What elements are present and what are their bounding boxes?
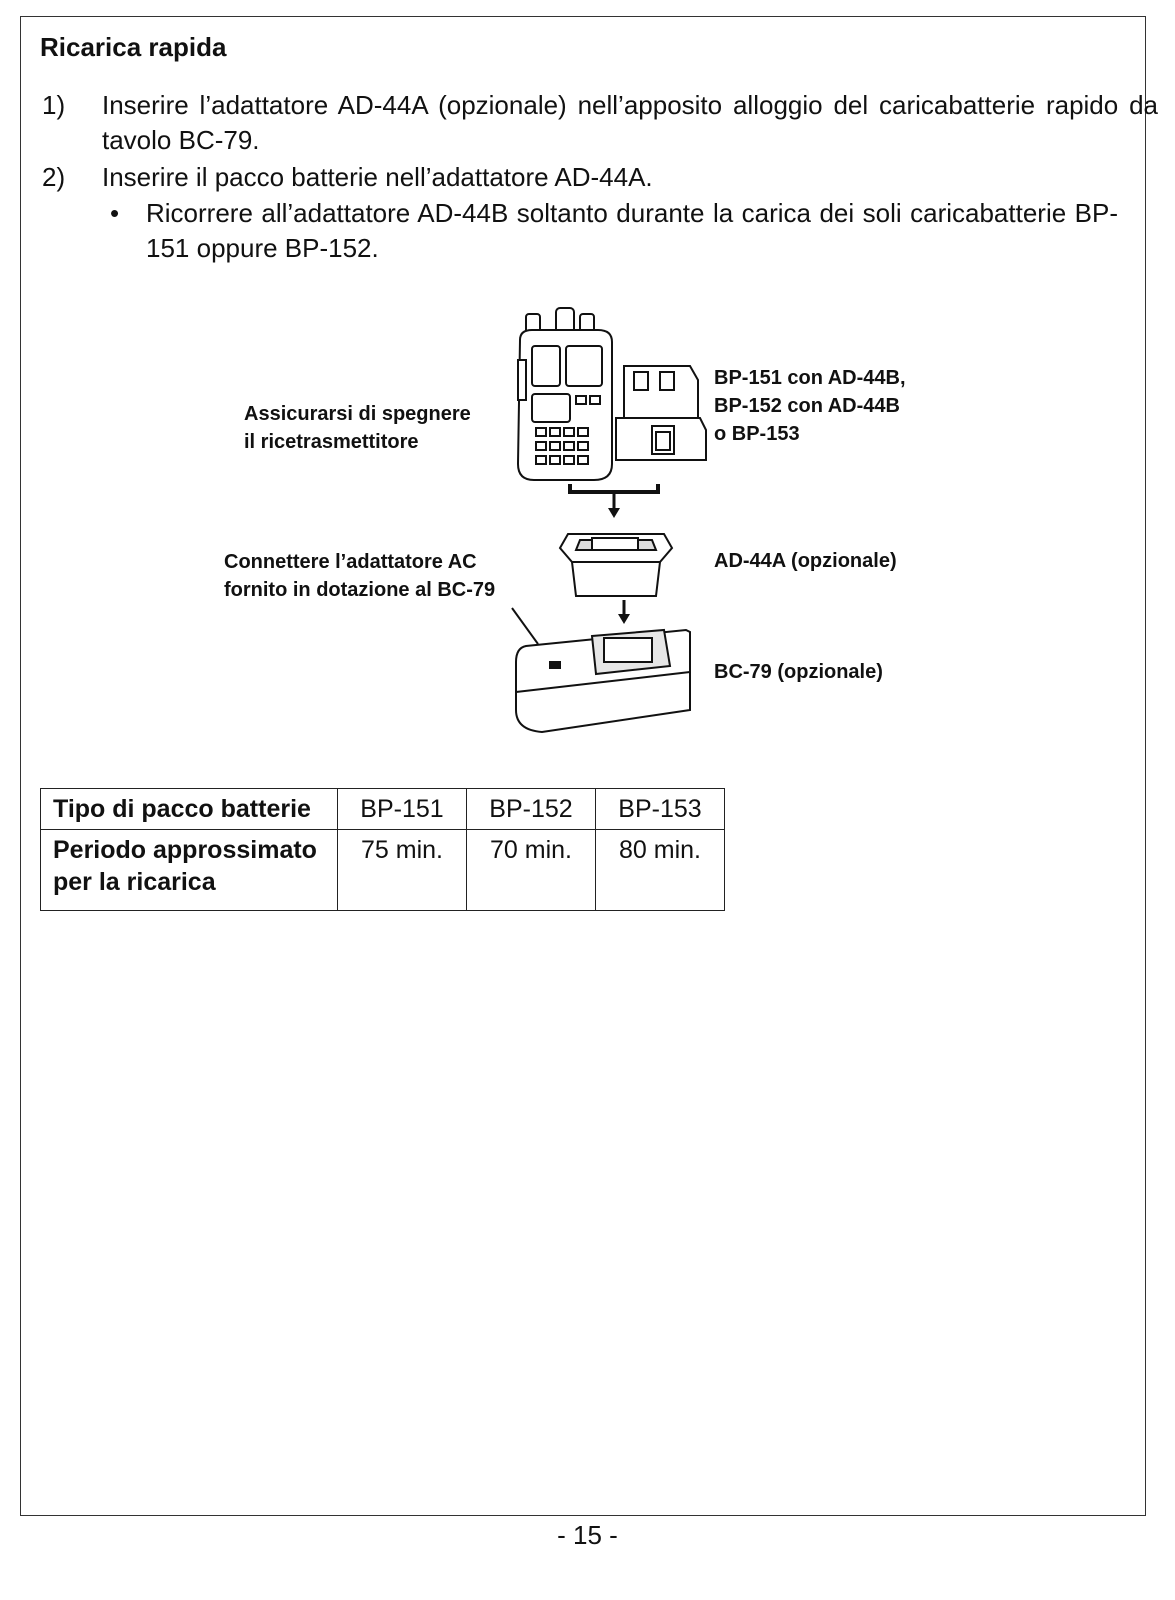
ad44a-label: AD-44A (opzionale) — [714, 550, 897, 572]
table-cell: 70 min. — [467, 830, 596, 911]
table-row — [41, 789, 725, 830]
table-cell: BP-151 — [338, 789, 467, 830]
table-cell: 80 min. — [596, 830, 725, 911]
transceiver-illustration — [518, 308, 612, 480]
step-1-text: Inserire l’adattatore AD-44A (opzionale) nell’apposito alloggio del caricabatterie rapido da tavolo BC-79. — [102, 90, 1158, 155]
bc79-charger-illustration — [516, 630, 690, 732]
section-title: Ricarica rapida — [40, 32, 227, 62]
arrow-head-icon — [608, 508, 620, 518]
table-cell: 75 min. — [338, 830, 467, 911]
charging-figure — [220, 300, 980, 750]
table-cell: BP-153 — [596, 789, 725, 830]
step-2-text: Inserire il pacco batterie nell’adattatore AD-44A. — [102, 162, 653, 192]
charge-time-table — [40, 788, 725, 911]
battery-pack-illustration — [616, 366, 706, 460]
battery-label: BP-151 con AD-44B, BP-152 con AD-44B o BP-153 — [714, 367, 906, 445]
table-header-cell: Periodo approssimato per la ricarica — [41, 830, 338, 911]
page-number: - 15 - — [557, 1520, 618, 1550]
bullet-icon: • — [110, 198, 120, 228]
ac-adapter-label: Connettere l’adattatore AC fornito in dotazione al BC-79 — [224, 551, 496, 601]
ad44a-illustration — [560, 534, 672, 596]
ac-pointer-line — [512, 608, 538, 644]
insert-arrow — [570, 484, 658, 510]
table-cell: BP-152 — [467, 789, 596, 830]
step-1-number: 1) — [42, 90, 66, 120]
table-header-cell: Tipo di pacco batterie — [41, 789, 338, 830]
step-2-number: 2) — [42, 162, 66, 192]
table-row — [41, 830, 725, 911]
arrow-down-icon — [618, 614, 630, 624]
bc79-label: BC-79 (opzionale) — [714, 661, 883, 683]
note-text: Ricorrere all’adattatore AD-44B soltanto durante la carica dei soli caricabatterie BP-151 oppure BP-152. — [146, 198, 1118, 263]
power-off-label: Assicurarsi di spegnere il ricetrasmettitore — [244, 403, 471, 453]
